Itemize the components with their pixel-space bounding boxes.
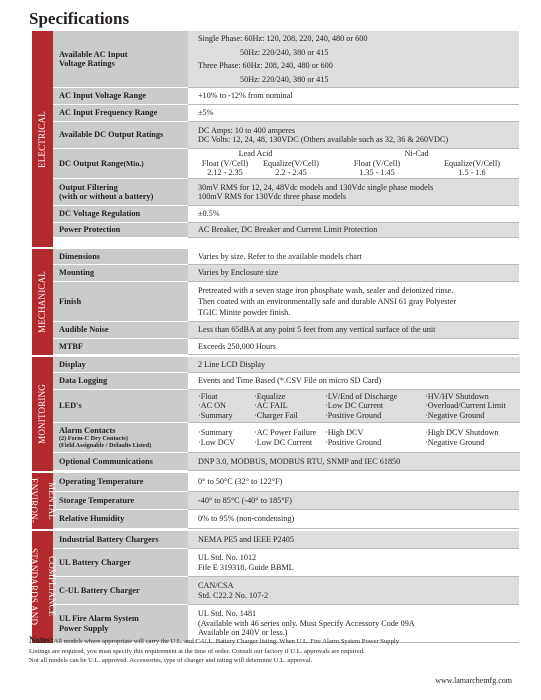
alarm-item: ·Low DCV [198,437,236,447]
row-value: Events and Time Based (*.CSV File on micro SD Card) [188,373,520,390]
section-standards [29,531,519,645]
row-value [188,423,520,453]
row-value: 0° to 50°C (32° to 122°F) [188,473,519,492]
alarm-item: ·Positive Ground [325,437,382,447]
row-label: Dimensions [53,249,188,265]
row-label: Mounting [53,265,188,282]
alarm-item: ·AC Power Failure [254,428,317,437]
row-label: UL Fire Alarm System Power Supply [53,605,188,643]
row-value: Lead Acid Ni-Cad Float (V/Cell) Equalize(V/Cell) Float (V/Cell) Equalize(V/Cell) 2.12 - 2.35 2.2 - 2.45 1.35 - 1.45 1.5 - 1.6 [188,149,519,179]
led-item: ·LV/End of Discharge [325,391,398,401]
row-optional-communications [53,453,520,471]
row-value: Less than 65dBA at any point 5 feet from any vertical surface of the unit [188,322,519,339]
row-label: Relative Humidity [53,510,188,529]
led-item: ·Low DC Current [325,401,384,411]
row-cul-battery-charger [53,577,519,605]
row-label: Optional Communications [53,453,188,471]
alarm-item: ·High DCV Shutdown [425,428,499,437]
row-audible-noise [53,322,519,339]
led-item: ·Negative Ground [425,410,485,420]
alarm-item: ·Negative Ground [425,437,485,447]
led-item: ·Float [198,391,218,401]
row-value: Pretreated with a seven stage iron phosphate wash, sealer and deionized rinse. Then coated with an environmentally safe and durable ANSI 61 gray Polyester TGIC Minite powder finish. [188,282,519,322]
notes: Notes:All models where appropriate will carry the U.L. and C-U.L. Battery Charger listing. When U.L. Fire Alarm System Power Supply Listings are required, you must specify this requirement at the time of order. Consult our factory if U.L. approvals are required. Not all models can be U.L. approved. Accessories, type of charger and rating will determine U.L. approval. [29,635,399,664]
row-output-filtering [53,179,519,206]
row-value: Single Phase: 60Hz: 120, 208, 220, 240, 480 or 600 50Hz: 220/240, 380 or 415 Three Phase: 60Hz: 208, 240, 480 or 600 50Hz: 220/240, 380 or 415 [188,31,519,88]
row-label: DC Output Range(Min.) [53,149,188,179]
row-label: C-UL Battery Charger [53,577,188,605]
footer-url[interactable]: www.lamarchemfg.com [435,676,512,685]
row-value: ±0.5% [188,206,519,223]
row-value: Exceeds 250,000 Hours [188,339,519,355]
row-operating-temperature [53,473,519,492]
row-value: 30mV RMS for 12, 24, 48Vdc models and 130Vdc single phase models 100mV RMS for 130Vdc three phase models [188,179,519,206]
section-label-environmental: ENVIRON- MENTAL [32,473,53,529]
section-label-electrical: ELECTRICAL [32,31,53,247]
row-ac-input-frequency-range [53,105,519,122]
row-value: 0% to 95% (non-condensing) [188,510,519,529]
row-value: UL Std. No. 1481 (Available with 46 series only. Must Specify Accessory Code 09A Available on 240V or less.) [188,605,519,643]
row-value: DNP 3.0, MODBUS, MODBUS RTU, SNMP and IEC 61850 [188,453,520,471]
row-leds [53,390,520,423]
row-label: Data Logging [53,373,188,390]
row-label: Available AC Input Voltage Ratings [53,31,188,88]
section-label-monitoring: MONITORING [32,357,53,471]
led-item: ·Charger Fail [254,410,298,420]
row-data-logging [53,373,520,390]
led-item: ·AC ON [198,401,226,411]
row-relative-humidity [53,510,519,529]
led-item: ·Overload/Current Limit [425,401,506,411]
row-mtbf [53,339,519,355]
row-value: UL Std. No. 1012 File E 319318, Guide BBML [188,549,519,577]
row-value: ±5% [188,105,519,122]
row-value: -40° to 85°C (-40° to 185°F) [188,492,519,510]
section-mechanical [32,249,519,357]
section-label-mechanical: MECHANICAL [32,249,53,355]
row-label: Audible Noise [53,322,188,339]
row-mounting [53,265,519,282]
row-value: NEMA PE5 and IEEE P2405 [188,531,519,549]
row-label: Finish [53,282,188,322]
row-ac-input-voltage-ratings [53,31,519,88]
row-dc-voltage-regulation [53,206,519,223]
row-label: AC Input Voltage Range [53,88,188,105]
led-item: ·AC FAIL [254,401,288,411]
led-item: ·HV/HV Shutdown [425,391,489,401]
row-label: Operating Temperature [53,473,188,492]
alarm-item: ·High DCV [325,428,364,437]
row-value: 2 Line LCD Display [188,357,520,373]
row-value: AC Breaker, DC Breaker and Current Limit Protection [188,223,519,238]
row-dimensions [53,249,519,265]
row-display [53,357,520,373]
row-alarm-contacts [53,423,520,453]
alarm-item: ·Summary [198,428,233,437]
page-title: Specifications [29,9,130,28]
led-item: ·Summary [198,410,233,420]
section-electrical [32,31,519,249]
row-value: CAN/CSA Std. C22.2 No. 107-2 [188,577,519,605]
section-environmental [29,473,519,531]
row-ac-input-voltage-range [53,88,519,105]
row-value [188,390,520,423]
row-label: DC Voltage Regulation [53,206,188,223]
row-label: Alarm Contacts (2) Form-C Dry Contacts) (Field Assignable / Defaults Listed) [53,423,188,453]
row-label: Storage Temperature [53,492,188,510]
alarm-item: ·Low DC Current [254,437,313,447]
row-value: Varies by size. Refer to the available models chart [188,249,519,265]
row-power-protection [53,223,519,238]
row-label: MTBF [53,339,188,355]
row-value: Varies by Enclosure size [188,265,519,282]
row-dc-output-ratings [53,122,519,149]
row-ul-battery-charger [53,549,519,577]
row-finish [53,282,519,322]
row-value: +10% to -12% from nominal [188,88,519,105]
row-label: AC Input Frequency Range [53,105,188,122]
row-dc-output-range [53,149,519,179]
section-label-standards: STANDARDS AND COMPLIANCE [32,531,53,643]
row-label: Available DC Output Ratings [53,122,188,149]
row-storage-temperature [53,492,519,510]
spec-table [29,31,519,645]
row-value: DC Amps: 10 to 400 amperes DC Volts: 12, 24, 48, 130VDC (Others available such as 32, 36 & 260VDC) [188,122,519,149]
section-monitoring [32,357,519,473]
row-label: Industrial Battery Chargers [53,531,188,549]
row-label: LED's [53,390,188,423]
row-label: Power Protection [53,223,188,238]
led-item: ·Positive Ground [325,410,382,420]
row-label: UL Battery Charger [53,549,188,577]
row-industrial-chargers [53,531,519,549]
row-label: Output Filtering (with or without a battery) [53,179,188,206]
led-item: ·Equalize [254,391,286,401]
row-label: Display [53,357,188,373]
